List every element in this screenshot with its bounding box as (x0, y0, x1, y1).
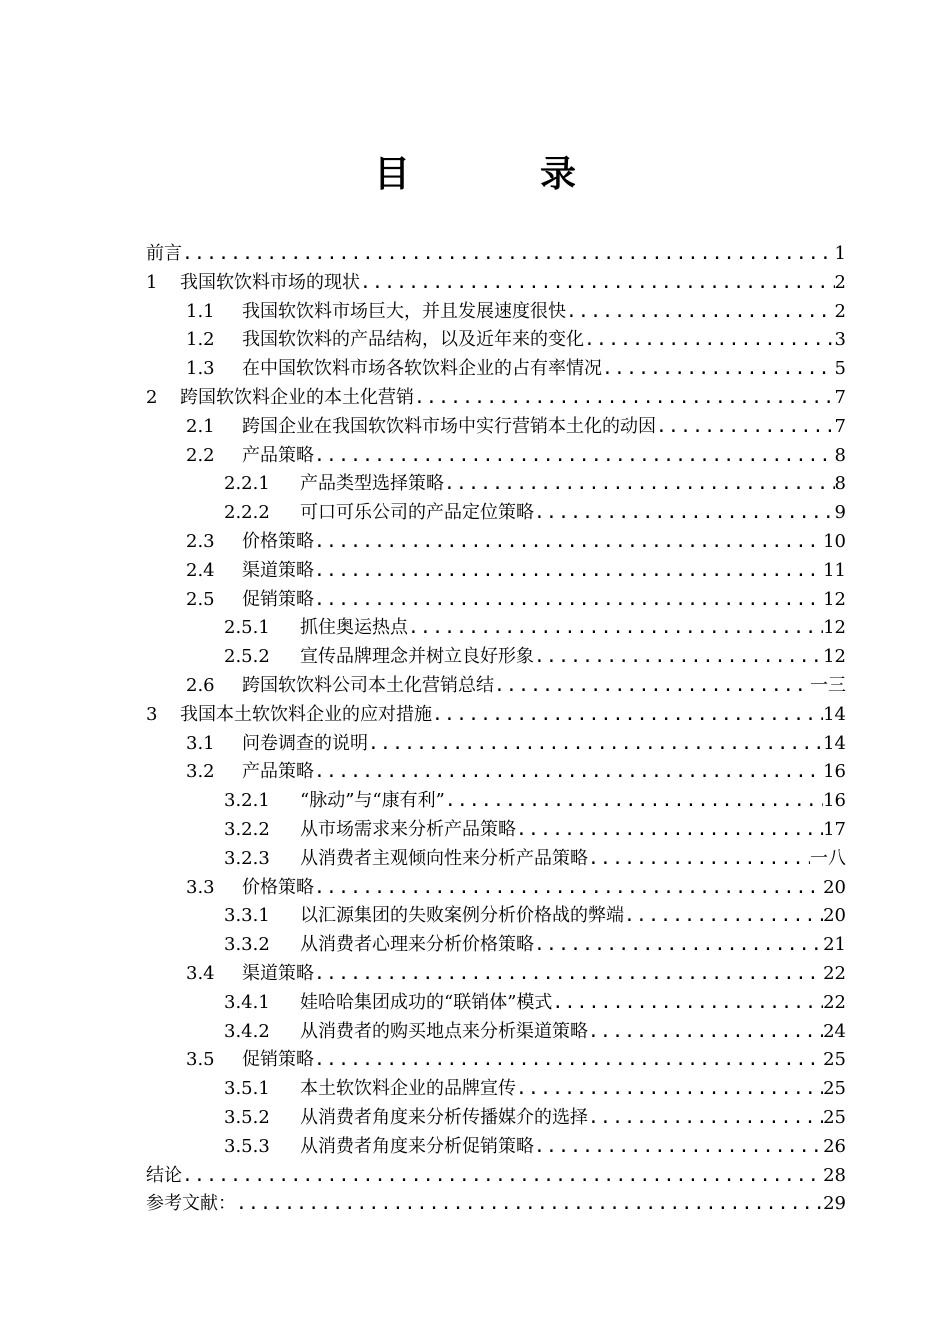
toc-entry[interactable] (146, 326, 846, 355)
toc-entry-number: 3.4.1 (224, 991, 270, 1013)
toc-entry[interactable] (146, 442, 846, 471)
toc-entry[interactable] (146, 1046, 846, 1075)
toc-entry-page: 12 (823, 646, 846, 668)
toc-entry-page: 25 (823, 1078, 846, 1100)
toc-entry-page: 2 (834, 271, 846, 293)
toc-entry-page: 7 (834, 386, 846, 408)
toc-entry-number: 2 (146, 386, 158, 408)
toc-entry-number: 3.5.3 (224, 1135, 270, 1157)
toc-entry-label: 结论 (146, 1164, 182, 1186)
toc-entry[interactable] (146, 1162, 846, 1191)
toc-entry-label: 促销策略 (242, 588, 314, 610)
toc-entry[interactable] (146, 902, 846, 931)
toc-entry-number: 3.3.2 (224, 934, 270, 956)
toc-entry-page: 20 (823, 905, 846, 927)
toc-entry-page: 一八 (810, 847, 846, 869)
toc-dot-leader (516, 1075, 823, 1104)
toc-entry-page: 2 (834, 300, 846, 322)
toc-entry[interactable] (146, 1133, 846, 1162)
toc-dot-leader (534, 931, 823, 960)
toc-dot-leader (414, 384, 835, 413)
toc-entry-page: 8 (834, 473, 846, 495)
toc-entry[interactable] (146, 413, 846, 442)
toc-entry-number: 1.3 (186, 358, 215, 380)
toc-entry-number: 1 (146, 271, 158, 293)
toc-entry-label: 从消费者的购买地点来分析渠道策略 (300, 1020, 588, 1042)
toc-dot-leader (445, 787, 823, 816)
toc-entry-number: 2.1 (186, 415, 215, 437)
toc-entry[interactable] (146, 240, 846, 269)
toc-entry-label: 从市场需求来分析产品策略 (300, 818, 516, 840)
toc-dot-leader (534, 1133, 823, 1162)
toc-entry[interactable] (146, 614, 846, 643)
toc-dot-leader (432, 701, 823, 730)
toc-entry-page: 8 (834, 444, 846, 466)
toc-dot-leader (368, 730, 823, 759)
toc-entry-page: 20 (823, 876, 846, 898)
toc-entry-page: 12 (823, 588, 846, 610)
toc-entry-page: 21 (823, 934, 846, 956)
toc-dot-leader (314, 557, 823, 586)
toc-entry[interactable] (146, 931, 846, 960)
toc-entry-page: 25 (823, 1049, 846, 1071)
toc-entry-page: 25 (823, 1106, 846, 1128)
toc-dot-leader (656, 413, 835, 442)
toc-entry-number: 2.2.2 (224, 502, 270, 524)
toc-entry[interactable] (146, 298, 846, 327)
toc-entry-label: 价格策略 (242, 530, 314, 552)
toc-entry-label: 娃哈哈集团成功的“联销体”模式 (300, 991, 553, 1013)
toc-dot-leader (516, 816, 823, 845)
toc-entry[interactable] (146, 845, 846, 874)
toc-entry-page: 16 (823, 761, 846, 783)
toc-entry-page: 22 (823, 991, 846, 1013)
toc-entry-label: 问卷调查的说明 (242, 732, 368, 754)
toc-entry-label: 在中国软饮料市场各软饮料企业的占有率情况 (242, 358, 602, 380)
toc-dot-leader (314, 586, 823, 615)
toc-entry[interactable] (146, 960, 846, 989)
toc-entry-page: 24 (823, 1020, 846, 1042)
toc-entry-number: 3.5 (186, 1049, 215, 1071)
toc-entry-page: 11 (823, 559, 846, 581)
toc-title-char-1: 目 (373, 154, 410, 195)
toc-entry-page: 22 (823, 962, 846, 984)
toc-dot-leader (566, 298, 835, 327)
toc-entry[interactable] (146, 701, 846, 730)
toc-entry-label: 渠道策略 (242, 962, 314, 984)
toc-dot-leader (408, 614, 823, 643)
toc-entry-page: 29 (823, 1193, 846, 1215)
toc-dot-leader (314, 874, 823, 903)
toc-entry-page: 14 (823, 732, 846, 754)
toc-entry-number: 1.1 (186, 300, 215, 322)
toc-entry-number: 1.2 (186, 329, 215, 351)
toc-dot-leader (588, 845, 810, 874)
toc-entry-label: 抓住奥运热点 (300, 617, 408, 639)
toc-entry-number: 2.2 (186, 444, 215, 466)
toc-entry[interactable] (146, 1104, 846, 1133)
toc-title (0, 146, 950, 197)
toc-entry-number: 2.5 (186, 588, 215, 610)
toc-entry[interactable] (146, 269, 846, 298)
toc-entry-number: 3.5.2 (224, 1106, 270, 1128)
toc-entry[interactable] (146, 816, 846, 845)
toc-dot-leader (444, 470, 835, 499)
toc-entry-page: 1 (834, 243, 846, 264)
toc-entry[interactable] (146, 355, 846, 384)
toc-entry[interactable] (146, 384, 846, 413)
toc-entry-number: 2.2.1 (224, 473, 270, 495)
toc-entry-number: 2.4 (186, 559, 215, 581)
toc-entry-number: 2.6 (186, 674, 215, 696)
toc-entry-number: 3.3 (186, 876, 215, 898)
toc-entry-page: 12 (823, 617, 846, 639)
table-of-contents (146, 240, 846, 1219)
toc-dot-leader (314, 758, 823, 787)
toc-dot-leader (360, 269, 835, 298)
toc-entry-label: 我国软饮料的产品结构，以及近年来的变化 (242, 329, 584, 351)
toc-dot-leader (602, 355, 835, 384)
toc-entry-page: 一三 (810, 674, 846, 696)
toc-entry-page: 10 (823, 530, 846, 552)
toc-entry-label: 从消费者角度来分析传播媒介的选择 (300, 1106, 588, 1128)
toc-entry-label: “脉动”与“康有利” (300, 790, 445, 812)
toc-entry[interactable] (146, 758, 846, 787)
toc-entry-number: 3.1 (186, 732, 215, 754)
toc-entry-page: 17 (823, 818, 846, 840)
toc-title-char-2: 录 (540, 154, 577, 195)
toc-entry-number: 3.4 (186, 962, 215, 984)
toc-entry-page: 3 (834, 329, 846, 351)
toc-entry[interactable] (146, 528, 846, 557)
toc-entry[interactable] (146, 557, 846, 586)
toc-entry-label: 宣传品牌理念并树立良好形象 (300, 646, 534, 668)
toc-entry-label: 跨国企业在我国软饮料市场中实行营销本土化的动因 (242, 415, 656, 437)
toc-entry-page: 28 (823, 1164, 846, 1186)
toc-dot-leader (314, 960, 823, 989)
toc-entry[interactable] (146, 470, 846, 499)
toc-entry[interactable] (146, 672, 846, 701)
toc-entry[interactable] (146, 1018, 846, 1047)
toc-entry-label: 以汇源集团的失败案例分析价格战的弊端 (300, 905, 624, 927)
toc-entry-label: 我国软饮料市场的现状 (180, 271, 360, 293)
toc-entry-number: 3.2.1 (224, 790, 270, 812)
toc-dot-leader (182, 240, 835, 269)
toc-entry[interactable] (146, 730, 846, 759)
toc-entry-page: 14 (823, 703, 846, 725)
toc-entry-label: 促销策略 (242, 1049, 314, 1071)
toc-entry-label: 产品类型选择策略 (300, 473, 444, 495)
toc-dot-leader (624, 902, 823, 931)
toc-entry[interactable] (146, 989, 846, 1018)
toc-entry-label: 跨国软饮料企业的本土化营销 (180, 386, 414, 408)
toc-dot-leader (534, 499, 835, 528)
toc-dot-leader (588, 1018, 823, 1047)
toc-entry-page: 26 (823, 1135, 846, 1157)
toc-entry[interactable] (146, 787, 846, 816)
toc-entry-label: 前言 (146, 243, 182, 264)
toc-entry[interactable] (146, 1075, 846, 1104)
toc-entry-label: 跨国软饮料公司本土化营销总结 (242, 674, 494, 696)
toc-entry-number: 2.3 (186, 530, 215, 552)
toc-entry-page: 5 (834, 358, 846, 380)
toc-entry[interactable] (146, 499, 846, 528)
toc-entry-label: 可口可乐公司的产品定位策略 (300, 502, 534, 524)
toc-dot-leader (182, 1162, 823, 1191)
toc-entry-number: 3 (146, 703, 158, 725)
toc-dot-leader (314, 442, 835, 471)
toc-entry-label: 渠道策略 (242, 559, 314, 581)
toc-entry-number: 3.3.1 (224, 905, 270, 927)
toc-dot-leader (494, 672, 810, 701)
toc-entry-number: 2.5.1 (224, 617, 270, 639)
toc-entry-label: 价格策略 (242, 876, 314, 898)
toc-dot-leader (534, 643, 823, 672)
toc-entry-page: 16 (823, 790, 846, 812)
toc-entry[interactable] (146, 586, 846, 615)
toc-entry-label: 参考文献： (146, 1193, 236, 1215)
toc-entry-label: 从消费者主观倾向性来分析产品策略 (300, 847, 588, 869)
toc-dot-leader (584, 326, 835, 355)
toc-dot-leader (314, 1046, 823, 1075)
toc-entry-page: 7 (834, 415, 846, 437)
toc-entry[interactable] (146, 874, 846, 903)
toc-entry-number: 3.2.3 (224, 847, 270, 869)
toc-entry[interactable] (146, 1190, 846, 1219)
toc-entry-number: 3.4.2 (224, 1020, 270, 1042)
toc-dot-leader (552, 989, 823, 1018)
toc-entry-label: 从消费者角度来分析促销策略 (300, 1135, 534, 1157)
toc-entry-number: 3.2 (186, 761, 215, 783)
toc-entry-label: 我国本土软饮料企业的应对措施 (180, 703, 432, 725)
toc-entry-label: 本土软饮料企业的品牌宣传 (300, 1078, 516, 1100)
toc-entry-page: 9 (834, 502, 846, 524)
toc-entry-label: 产品策略 (242, 444, 314, 466)
toc-dot-leader (314, 528, 823, 557)
toc-entry-number: 3.2.2 (224, 818, 270, 840)
toc-entry-label: 产品策略 (242, 761, 314, 783)
toc-entry-number: 2.5.2 (224, 646, 270, 668)
toc-entry-number: 3.5.1 (224, 1078, 270, 1100)
toc-entry-label: 我国软饮料市场巨大，并且发展速度很快 (242, 300, 566, 322)
toc-dot-leader (236, 1190, 823, 1219)
toc-entry-label: 从消费者心理来分析价格策略 (300, 934, 534, 956)
toc-entry[interactable] (146, 643, 846, 672)
toc-dot-leader (588, 1104, 823, 1133)
